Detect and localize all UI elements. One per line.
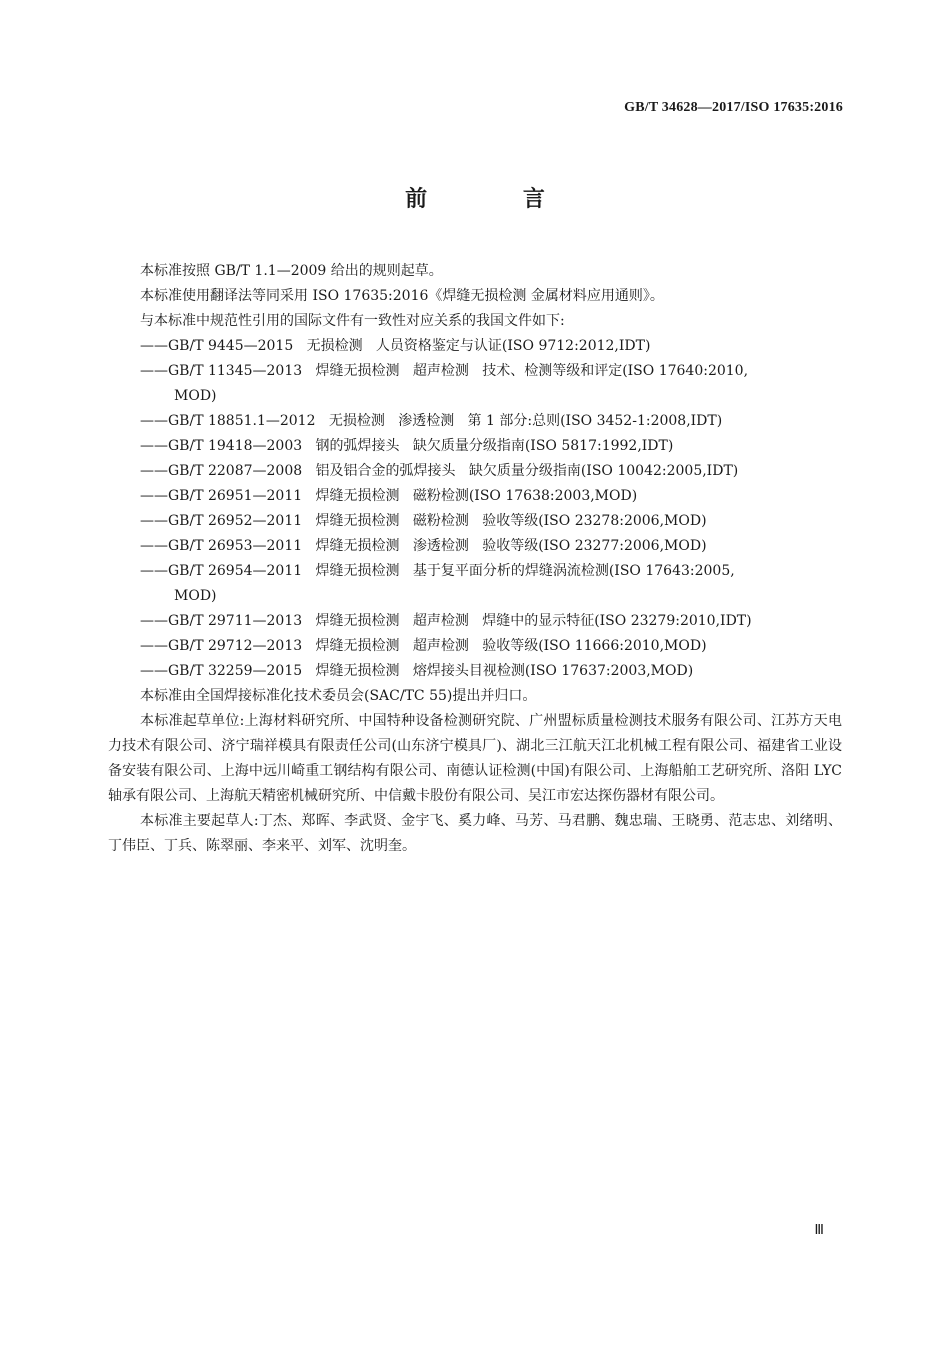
paragraph-drafting-units: 本标准起草单位:上海材料研究所、中国特种设备检测研究院、广州盟标质量检测技术服务有限公司、江苏方天电力技术有限公司、济宁瑞祥模具有限责任公司(山东济宁模具厂)、湖北三江航天江北机械工程有限公司、福建省工业设备安装有限公司、上海中远川崎重工钢结构有限公司、南德认证检测(中国)有限公司、上海船舶工艺研究所、洛阳 LYC 轴承有限公司、上海航天精密机械研究所、中信戴卡股份有限公司、吴江市宏达探伤器材有限公司。 xyxy=(108,713,842,804)
reference-list-item-text: ——GB/T 32259—2015 焊缝无损检测 熔焊接头目视检测(ISO 17637:2003,MOD) xyxy=(140,663,694,679)
standard-number-header: GB/T 34628—2017/ISO 17635:2016 xyxy=(624,100,843,115)
paragraph-drafters: 本标准主要起草人:丁杰、郑晖、李武贤、金宇飞、奚力峰、马芳、马君鹏、魏忠瑞、王晓勇、范志忠、刘绪明、丁伟臣、丁兵、陈翠丽、李来平、刘军、沈明奎。 xyxy=(108,813,842,854)
reference-list-item xyxy=(108,459,842,484)
reference-list-item-text: ——GB/T 19418—2003 钢的弧焊接头 缺欠质量分级指南(ISO 5817:1992,IDT) xyxy=(140,438,674,454)
reference-list-item xyxy=(108,484,842,509)
reference-list-item-text: ——GB/T 11345—2013 焊缝无损检测 超声检测 技术、检测等级和评定(ISO 17640:2010, xyxy=(140,363,749,379)
reference-list-item-text: ——GB/T 29711—2013 焊缝无损检测 超声检测 焊缝中的显示特征(ISO 23279:2010,IDT) xyxy=(140,613,752,629)
reference-list-item-text: ——GB/T 26951—2011 焊缝无损检测 磁粉检测(ISO 17638:2003,MOD) xyxy=(140,488,638,504)
reference-list-item-text: ——GB/T 22087—2008 铝及铝合金的弧焊接头 缺欠质量分级指南(ISO 10042:2005,IDT) xyxy=(140,463,739,479)
reference-list-item-text: ——GB/T 18851.1—2012 无损检测 渗透检测 第 1 部分:总则(ISO 3452-1:2008,IDT) xyxy=(140,413,723,429)
reference-list-item xyxy=(108,409,842,434)
reference-list-item xyxy=(108,534,842,559)
page-number: Ⅲ xyxy=(814,1223,824,1238)
paragraph-drafting-rules: 本标准按照 GB/T 1.1—2009 给出的规则起草。 xyxy=(140,263,443,279)
reference-list-item xyxy=(108,509,842,534)
paragraph-adoption: 本标准使用翻译法等同采用 ISO 17635:2016《焊缝无损检测 金属材料应用通则》。 xyxy=(140,288,664,304)
reference-list-item xyxy=(108,634,842,659)
paragraph-proposer: 本标准由全国焊接标准化技术委员会(SAC/TC 55)提出并归口。 xyxy=(140,688,537,704)
reference-list-item-continuation: MOD) xyxy=(174,588,217,604)
reference-list-item-text: ——GB/T 26954—2011 焊缝无损检测 基于复平面分析的焊缝涡流检测(ISO 17643:2005, xyxy=(140,563,735,579)
paragraph-references-intro: 与本标准中规范性引用的国际文件有一致性对应关系的我国文件如下: xyxy=(140,313,565,329)
reference-list xyxy=(108,334,842,684)
document-body xyxy=(108,259,842,859)
reference-list-item xyxy=(108,359,842,384)
reference-list-item xyxy=(108,659,842,684)
reference-list-item-continuation: MOD) xyxy=(174,388,217,404)
reference-list-item xyxy=(108,609,842,634)
reference-list-item xyxy=(108,434,842,459)
reference-list-item xyxy=(108,334,842,359)
reference-list-item-text: ——GB/T 9445—2015 无损检测 人员资格鉴定与认证(ISO 9712:2012,IDT) xyxy=(140,338,651,354)
reference-list-item-text: ——GB/T 26953—2011 焊缝无损检测 渗透检测 验收等级(ISO 23277:2006,MOD) xyxy=(140,538,707,554)
page-title: 前 言 xyxy=(405,187,589,212)
reference-list-item-text: ——GB/T 29712—2013 焊缝无损检测 超声检测 验收等级(ISO 11666:2010,MOD) xyxy=(140,638,707,654)
reference-list-item-text: ——GB/T 26952—2011 焊缝无损检测 磁粉检测 验收等级(ISO 23278:2006,MOD) xyxy=(140,513,707,529)
reference-list-item xyxy=(108,559,842,584)
